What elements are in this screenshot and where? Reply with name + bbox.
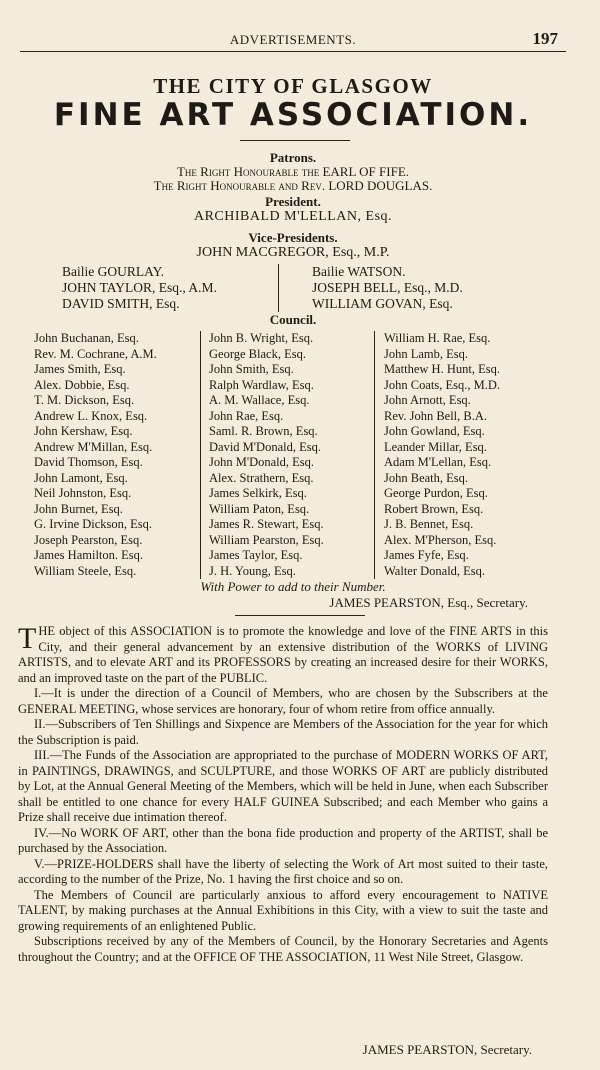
council-member: John Arnott, Esq. [384,393,471,407]
rule-paragraph: I.—It is under the direction of a Council of Members, who are chosen by the Subscribers at the GENERAL MEETING, whose services are honorary, four of whom retire from office annually. [18,686,548,716]
vice-presidents-left [62,264,217,312]
title-line-2: FINE ART ASSOCIATION. [53,97,533,133]
council-member: John Coats, Esq., M.D. [384,377,500,392]
council-member: John Burnet, Esq. [34,501,123,516]
council-member: Robert Brown, Esq. [384,501,484,516]
vice-president-main: JOHN MACGREGOR, Esq., M.P. [196,245,390,260]
council-member: David Thomson, Esq. [34,455,143,469]
council-member: John B. Wright, Esq. [209,331,314,345]
council-divider-1 [200,331,201,579]
council-member: James Selkirk, Esq. [209,486,307,500]
council-member: William H. Rae, Esq. [384,331,491,345]
council-member: John Lamont, Esq. [34,470,128,485]
patron-1: The Right Honourable the EARL OF FIFE. [176,164,410,179]
council-member: T. M. Dickson, Esq. [34,393,135,407]
council-member: Alex. M'Pherson, Esq. [384,532,497,547]
council-member: John M'Donald, Esq. [209,455,315,469]
council-member: Andrew L. Knox, Esq. [34,408,148,423]
patrons-label: Patrons. [269,150,317,165]
council-member: John Gowland, Esq. [384,424,485,438]
council-member: Rev. M. Cochrane, A.M. [34,346,157,361]
council-member: J. B. Bennet, Esq. [384,517,474,531]
intro-text: HE object of this ASSOCIATION is to promote the knowledge and love of the FINE ARTS in this City, and their general advancement by an extensive distribution of the WORKS of LIVING ARTISTS, and to elevate ART and its PROFESSORS by creating an increased desire for their WORKS, and an improved taste on the part of the PUBLIC. [18,624,548,685]
council-member: David M'Donald, Esq. [209,439,321,454]
council-member: Alex. Strathern, Esq. [209,470,314,485]
rule-paragraph: IV.—No WORK OF ART, other than the bona fide production and property of the ARTIST, shall be purchased by the Association. [18,825,548,855]
council-column-1 [34,331,157,579]
council-member: Matthew H. Hunt, Esq. [384,362,500,376]
council-member: Alex. Dobbie, Esq. [34,377,130,392]
title-line-1: THE CITY OF GLASGOW [153,74,433,98]
vice-president: DAVID SMITH, Esq. [62,296,180,311]
president-label: President. [265,194,321,209]
council-member: William Paton, Esq. [209,501,310,516]
council-member: Neil Johnston, Esq. [34,486,132,500]
rule-paragraph: Subscriptions received by any of the Members of Council, by the Honorary Secretaries and Agents throughout the Country; and at the OFFICE OF THE ASSOCIATION, 11 West Nile Street, Glasgow. [18,934,548,964]
council-member: John Kershaw, Esq. [34,424,133,438]
council-member: John Rae, Esq. [209,408,284,423]
council-member: A. M. Wallace, Esq. [209,393,310,407]
council-member: Joseph Pearston, Esq. [34,532,143,547]
council-member: James Hamilton. Esq. [34,548,144,562]
patron-2: The Right Honourable and Rev. LORD DOUGLAS. [153,178,433,193]
vice-president: JOSEPH BELL, Esq., M.D. [312,280,463,295]
council-member: William Steele, Esq. [34,563,137,578]
vice-presidents-right [312,264,463,312]
vice-presidents-divider [278,264,279,312]
council-member: James Taylor, Esq. [209,548,303,562]
vice-presidents-label: Vice-Presidents. [248,230,338,245]
council-column-3 [384,331,500,579]
council-member: George Black, Esq. [209,346,306,361]
header-title: ADVERTISEMENTS. [229,32,357,47]
president-name: ARCHIBALD M'LELLAN, Esq. [193,209,393,224]
council-member: Rev. John Bell, B.A. [384,408,488,423]
signature: JAMES PEARSTON, Secretary. [362,1042,532,1057]
vice-president: WILLIAM GOVAN, Esq. [312,296,453,311]
council-member: Ralph Wardlaw, Esq. [209,377,314,392]
council-member: John Smith, Esq. [209,362,294,376]
council-secretary: JAMES PEARSTON, Esq., Secretary. [329,595,528,610]
council-member: James Smith, Esq. [34,362,126,376]
title-rule [240,140,350,141]
council-member: J. H. Young, Esq. [209,563,296,578]
rule-paragraph: V.—PRIZE-HOLDERS shall have the liberty of selecting the Work of Art most suited to their taste, according to the number of the Prize, No. 1 having the first choice and so on. [18,856,548,886]
vice-presidents-columns [62,264,552,312]
page-number: 197 [532,29,558,48]
council-member: Saml. R. Brown, Esq. [209,424,318,438]
rule-paragraph: III.—The Funds of the Association are appropriated to the purchase of MODERN WORKS OF ART, in PAINTINGS, DRAWINGS, and SCULPTURE, and those WORKS OF ART are publicly distributed by Lot, at the Annual General Meeting of the Members, which will be held in June, when each Subscriber shall be entitled to one chance for every HALF GUINEA Subscribed; and each Member who gains a Prize shall receive due intimation thereof. [18,748,548,824]
council-member: Adam M'Lellan, Esq. [384,455,492,469]
council-column-2 [209,331,324,579]
council-member: Andrew M'Millan, Esq. [34,439,153,454]
rule-paragraph: The Members of Council are particularly anxious to afford every encouragement to NATIVE TALENT, by making purchases at the Annual Exhibitions in this City, with a view to suit the taste and growing requirements of an enlightened Public. [18,887,548,933]
council-member: James Fyfe, Esq. [384,548,469,562]
council-member: William Pearston, Esq. [209,532,324,547]
vice-president: Bailie GOURLAY. [62,264,165,279]
council-label: Council. [269,312,317,327]
council-divider-2 [374,331,375,579]
intro-paragraph [18,624,548,686]
council-member: George Purdon, Esq. [384,486,488,500]
council-member: James R. Stewart, Esq. [209,517,324,531]
council-member: John Buchanan, Esq. [34,331,139,345]
rule-paragraph: II.—Subscribers of Ten Shillings and Sixpence are Members of the Association for the year for which the Subscription is paid. [18,717,548,747]
vice-president: Bailie WATSON. [312,264,406,279]
council-member: John Beath, Esq. [384,470,469,485]
drop-cap: T [18,622,37,655]
vice-president: JOHN TAYLOR, Esq., A.M. [62,280,217,295]
association-rules [18,624,548,965]
council-member: G. Irvine Dickson, Esq. [34,517,153,531]
council-member: John Lamb, Esq. [384,346,469,361]
header-rule [20,51,566,52]
council-list [34,331,554,583]
council-member: Leander Millar, Esq. [384,439,487,454]
section-rule [235,615,365,616]
council-member: Walter Donald, Esq. [384,563,486,578]
running-header [20,29,566,54]
council-power-note: With Power to add to their Number. [200,579,386,594]
